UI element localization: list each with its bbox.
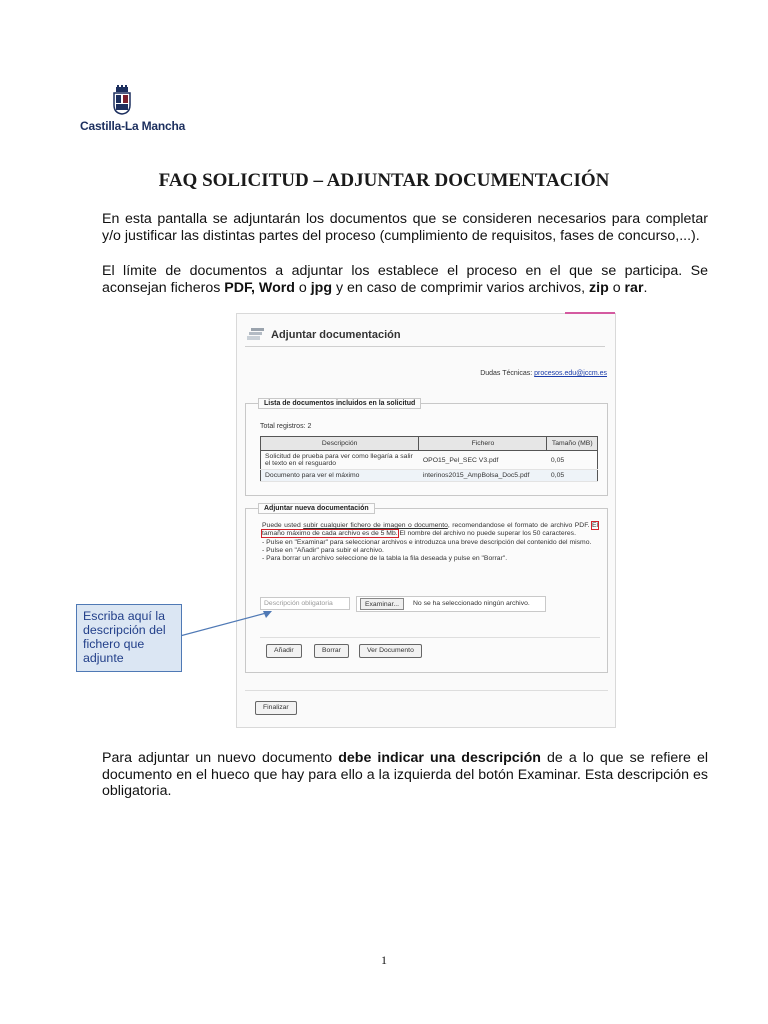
documents-stack-icon	[247, 328, 265, 342]
table-row[interactable]	[261, 470, 598, 482]
screenshot-header	[245, 324, 605, 347]
column-header: Fichero	[419, 437, 547, 451]
text-run: Puede usted	[262, 522, 304, 529]
upload-instructions	[262, 522, 598, 563]
no-file-label: No se ha seleccionado ningún archivo.	[413, 600, 530, 607]
text-run: o	[608, 279, 625, 296]
callout-note: Escriba aquí la descripción del fichero que adjunte	[76, 604, 182, 672]
column-header: Descripción	[261, 437, 419, 451]
page-title: FAQ SOLICITUD – ADJUNTAR DOCUMENTACIÓN	[158, 170, 610, 191]
text-run: de a lo que se refiere el documento en el hueco que hay para ello a la izquierda del botón Examinar. Esta descripción es obligatoria.	[102, 750, 708, 799]
format-zip: zip	[589, 279, 609, 296]
add-button[interactable]: Añadir	[266, 644, 302, 658]
text-run: o	[294, 279, 311, 296]
top-accent-line	[565, 312, 615, 314]
logo-text: Castilla-La Mancha	[80, 119, 186, 133]
emphasis-text: debe indicar una descripción	[338, 750, 541, 766]
cell-tamano: 0,05	[547, 451, 598, 470]
page-number: 1	[381, 953, 387, 967]
instruction-line: - Pulse en "Examinar" para seleccionar archivos e introduzca una breve descripción del contenido del mismo.	[262, 538, 592, 546]
file-picker	[356, 596, 546, 612]
description-input[interactable]: Descripción obligatoria	[260, 597, 350, 610]
format-jpg: jpg	[310, 279, 332, 296]
cell-fichero: interinos2015_AmpBolsa_Doc5.pdf	[419, 470, 547, 482]
format-pdf-word: PDF, Word	[224, 279, 295, 296]
screenshot-title: Adjuntar documentación	[271, 329, 401, 341]
format-rar: rar	[624, 279, 644, 296]
underlined-text: subir cualquier fichero de imagen o documento	[303, 522, 448, 529]
delete-button[interactable]: Borrar	[314, 644, 349, 658]
table-row[interactable]	[261, 451, 598, 470]
documents-list-legend: Lista de documentos incluidos en la solicitud	[258, 398, 421, 409]
view-document-button[interactable]: Ver Documento	[359, 644, 422, 658]
tech-support-label: Dudas Técnicas:	[480, 370, 535, 377]
text-run: .	[643, 279, 648, 296]
tech-support-email-link[interactable]: procesos.edu@jccm.es	[534, 370, 607, 377]
description-paragraph	[102, 750, 708, 800]
documents-table	[260, 436, 598, 482]
text-run: El límite de documentos a adjuntar los establece el proceso en el que se participa. Se aconsejan ficheros	[102, 263, 708, 296]
max-size-highlight: El tamaño máximo de cada archivo es de 5 Mb.	[262, 522, 598, 538]
limits-paragraph	[102, 263, 708, 296]
coat-of-arms-icon	[102, 85, 142, 115]
action-buttons	[260, 637, 600, 660]
total-records: Total registros: 2	[260, 423, 312, 430]
castilla-la-mancha-logo	[80, 85, 190, 137]
column-header: Tamaño (MB)	[547, 437, 598, 451]
instruction-line: - Para borrar un archivo seleccione de la tabla la fila deseada y pulse en "Borrar".	[262, 555, 508, 563]
new-document-fieldset	[245, 505, 608, 673]
intro-paragraph: En esta pantalla se adjuntarán los documentos que se consideren necesarios para completar y/o justificar las distintas partes del proceso (cumplimiento de requisitos, fases de concurso,...).	[102, 211, 708, 244]
finish-button[interactable]: Finalizar	[255, 701, 297, 715]
text-run: El nombre del archivo no puede superar los 50 caracteres.	[397, 530, 576, 538]
tech-support	[480, 370, 607, 377]
text-run: , recomendandose el formato de archivo PDF.	[447, 522, 590, 529]
new-document-legend: Adjuntar nueva documentación	[258, 503, 375, 514]
cell-tamano: 0,05	[547, 470, 598, 482]
instruction-line: - Pulse en "Añadir" para subir el archivo.	[262, 546, 384, 554]
text-run: Para adjuntar un nuevo documento	[102, 750, 339, 766]
embedded-screenshot	[236, 313, 616, 728]
text-run: y en caso de comprimir varios archivos,	[332, 279, 590, 296]
cell-descripcion: Documento para ver el máximo	[261, 470, 419, 482]
finish-bar	[245, 690, 608, 721]
browse-button[interactable]: Examinar...	[360, 598, 404, 610]
cell-fichero: OPO15_Pel_SEC V3.pdf	[419, 451, 547, 470]
documents-list-fieldset	[245, 400, 608, 496]
cell-descripcion: Solicitud de prueba para ver como llegaría a salir el texto en el resguardo	[261, 451, 419, 470]
